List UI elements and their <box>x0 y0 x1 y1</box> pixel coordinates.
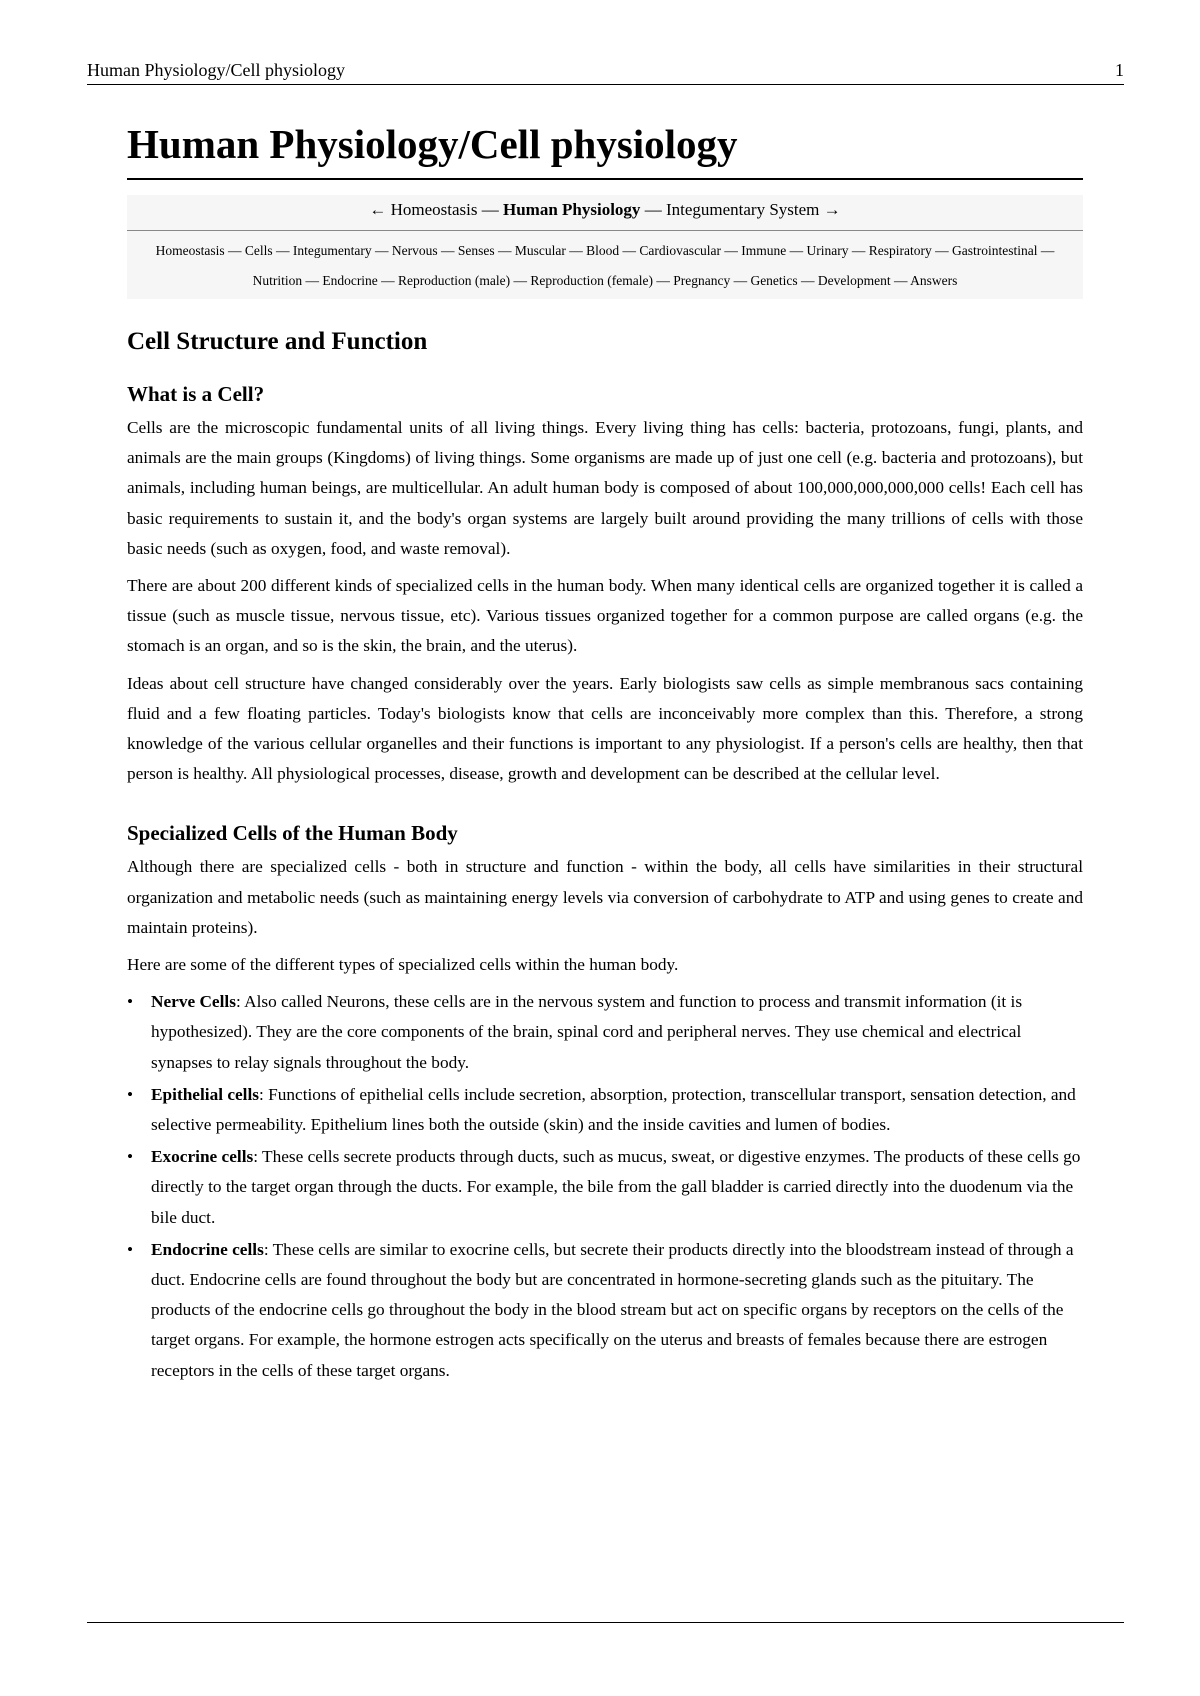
cell-type-list <box>127 987 1083 1386</box>
footer-rule <box>87 1622 1124 1623</box>
running-header <box>87 60 1124 85</box>
nav-current-link[interactable]: Human Physiology <box>502 200 641 219</box>
section-heading-cell-structure: Cell Structure and Function <box>127 328 428 355</box>
list-item <box>127 987 1083 1078</box>
list-item-text: : Functions of epithelial cells include secretion, absorption, protection, transcellular transport, sensation detection, and selective permeability. Epithelium lines both the outside (skin) and the inside cavities and lumen of bodies. <box>151 1084 1076 1135</box>
list-item <box>127 1235 1083 1386</box>
nav-next-link[interactable]: — Integumentary System → <box>644 200 841 219</box>
subsection-heading-what-is-a-cell: What is a Cell? <box>127 382 265 406</box>
paragraph: There are about 200 different kinds of specialized cells in the human body. When many identical cells are organized together it is called a tissue (such as muscle tissue, nervous tissue, etc). Various tissues organized together for a common purpose are called organs (e.g. the stomach is an organ, and so is the skin, the brain, and the uterus). <box>127 576 1083 656</box>
list-item-text: : Also called Neurons, these cells are in the nervous system and function to process and transmit information (it is hypothesized). They are the core components of the brain, spinal cord and peripheral nerves. They use chemical and electrical synapses to relay signals throughout the body. <box>151 992 1023 1072</box>
article-body <box>127 118 1083 1388</box>
bullet-icon: • <box>127 992 134 1012</box>
primary-nav <box>127 195 1083 231</box>
chapter-nav[interactable]: Homeostasis — Cells — Integumentary — Nervous — Senses — Muscular — Blood — Cardiovascular — Immune — Urinary — Respiratory — Gastrointestinal — Nutrition — Endocrine — Reproduction (male) — Reproduction (female) — Pregnancy — Genetics — Development — Answers <box>155 243 1055 288</box>
list-item-term: Exocrine cells <box>151 1147 254 1167</box>
list-item-term: Nerve Cells <box>151 992 236 1012</box>
navigation-box <box>127 195 1083 299</box>
bullet-icon: • <box>127 1084 134 1104</box>
bullet-icon: • <box>127 1147 134 1167</box>
paragraph: Although there are specialized cells - both in structure and function - within the body, all cells have similarities in their structural organization and metabolic needs (such as maintaining energy levels via conversion of carbohydrate to ATP and using genes to create and maintain proteins). <box>127 857 1083 937</box>
list-item <box>127 1142 1083 1233</box>
paragraph: Ideas about cell structure have changed considerably over the years. Early biologists saw cells as simple membranous sacs containing fluid and a few floating particles. Today's biologists know that cells are inconceivably more complex than this. Therefore, a strong knowledge of the various cellular organelles and their functions is important to any physiologist. If a person's cells are healthy, then that person is healthy. All physiological processes, disease, growth and development can be described at the cellular level. <box>127 673 1083 784</box>
paragraph: Cells are the microscopic fundamental units of all living things. Every living thing has cells: bacteria, protozoans, fungi, plants, and animals are the main groups (Kingdoms) of living things. Some organisms are made up of just one cell (e.g. bacteria and protozoans), but animals, including human beings, are multicellular. An adult human body is composed of about 100,000,000,000,000 cells! Each cell has basic requirements to sustain it, and the body's organ systems are largely built around providing the many trillions of cells with those basic needs (such as oxygen, food, and waste removal). <box>127 418 1083 558</box>
page-number: 1 <box>1115 60 1124 80</box>
paragraph: Here are some of the different types of specialized cells within the human body. <box>127 955 679 975</box>
list-item-term: Endocrine cells <box>151 1239 264 1259</box>
list-item-text: : These cells secrete products through ducts, such as mucus, sweat, or digestive enzymes. The products of these cells go directly to the target organ through the ducts. For example, the bile from the gall bladder is carried directly into the duodenum via the bile duct. <box>151 1147 1081 1227</box>
running-title: Human Physiology/Cell physiology <box>87 60 346 80</box>
page-title: Human Physiology/Cell physiology <box>127 118 1083 180</box>
list-item <box>127 1080 1083 1140</box>
bullet-icon: • <box>127 1239 134 1259</box>
nav-prev-link[interactable]: ← Homeostasis — <box>369 200 499 219</box>
subsection-heading-specialized-cells: Specialized Cells of the Human Body <box>127 821 458 846</box>
list-item-text: : These cells are similar to exocrine cells, but secrete their products directly into the bloodstream instead of through a duct. Endocrine cells are found throughout the body but are concentrated in hormone-secreting glands such as the pituitary. The products of the endocrine cells go throughout the body in the blood stream but act on specific organs by receptors on the cells of the target organs. For example, the hormone estrogen acts specifically on the uterus and breasts of females because there are estrogen receptors in the cells of these target organs. <box>151 1239 1074 1380</box>
list-item-term: Epithelial cells <box>151 1084 260 1104</box>
